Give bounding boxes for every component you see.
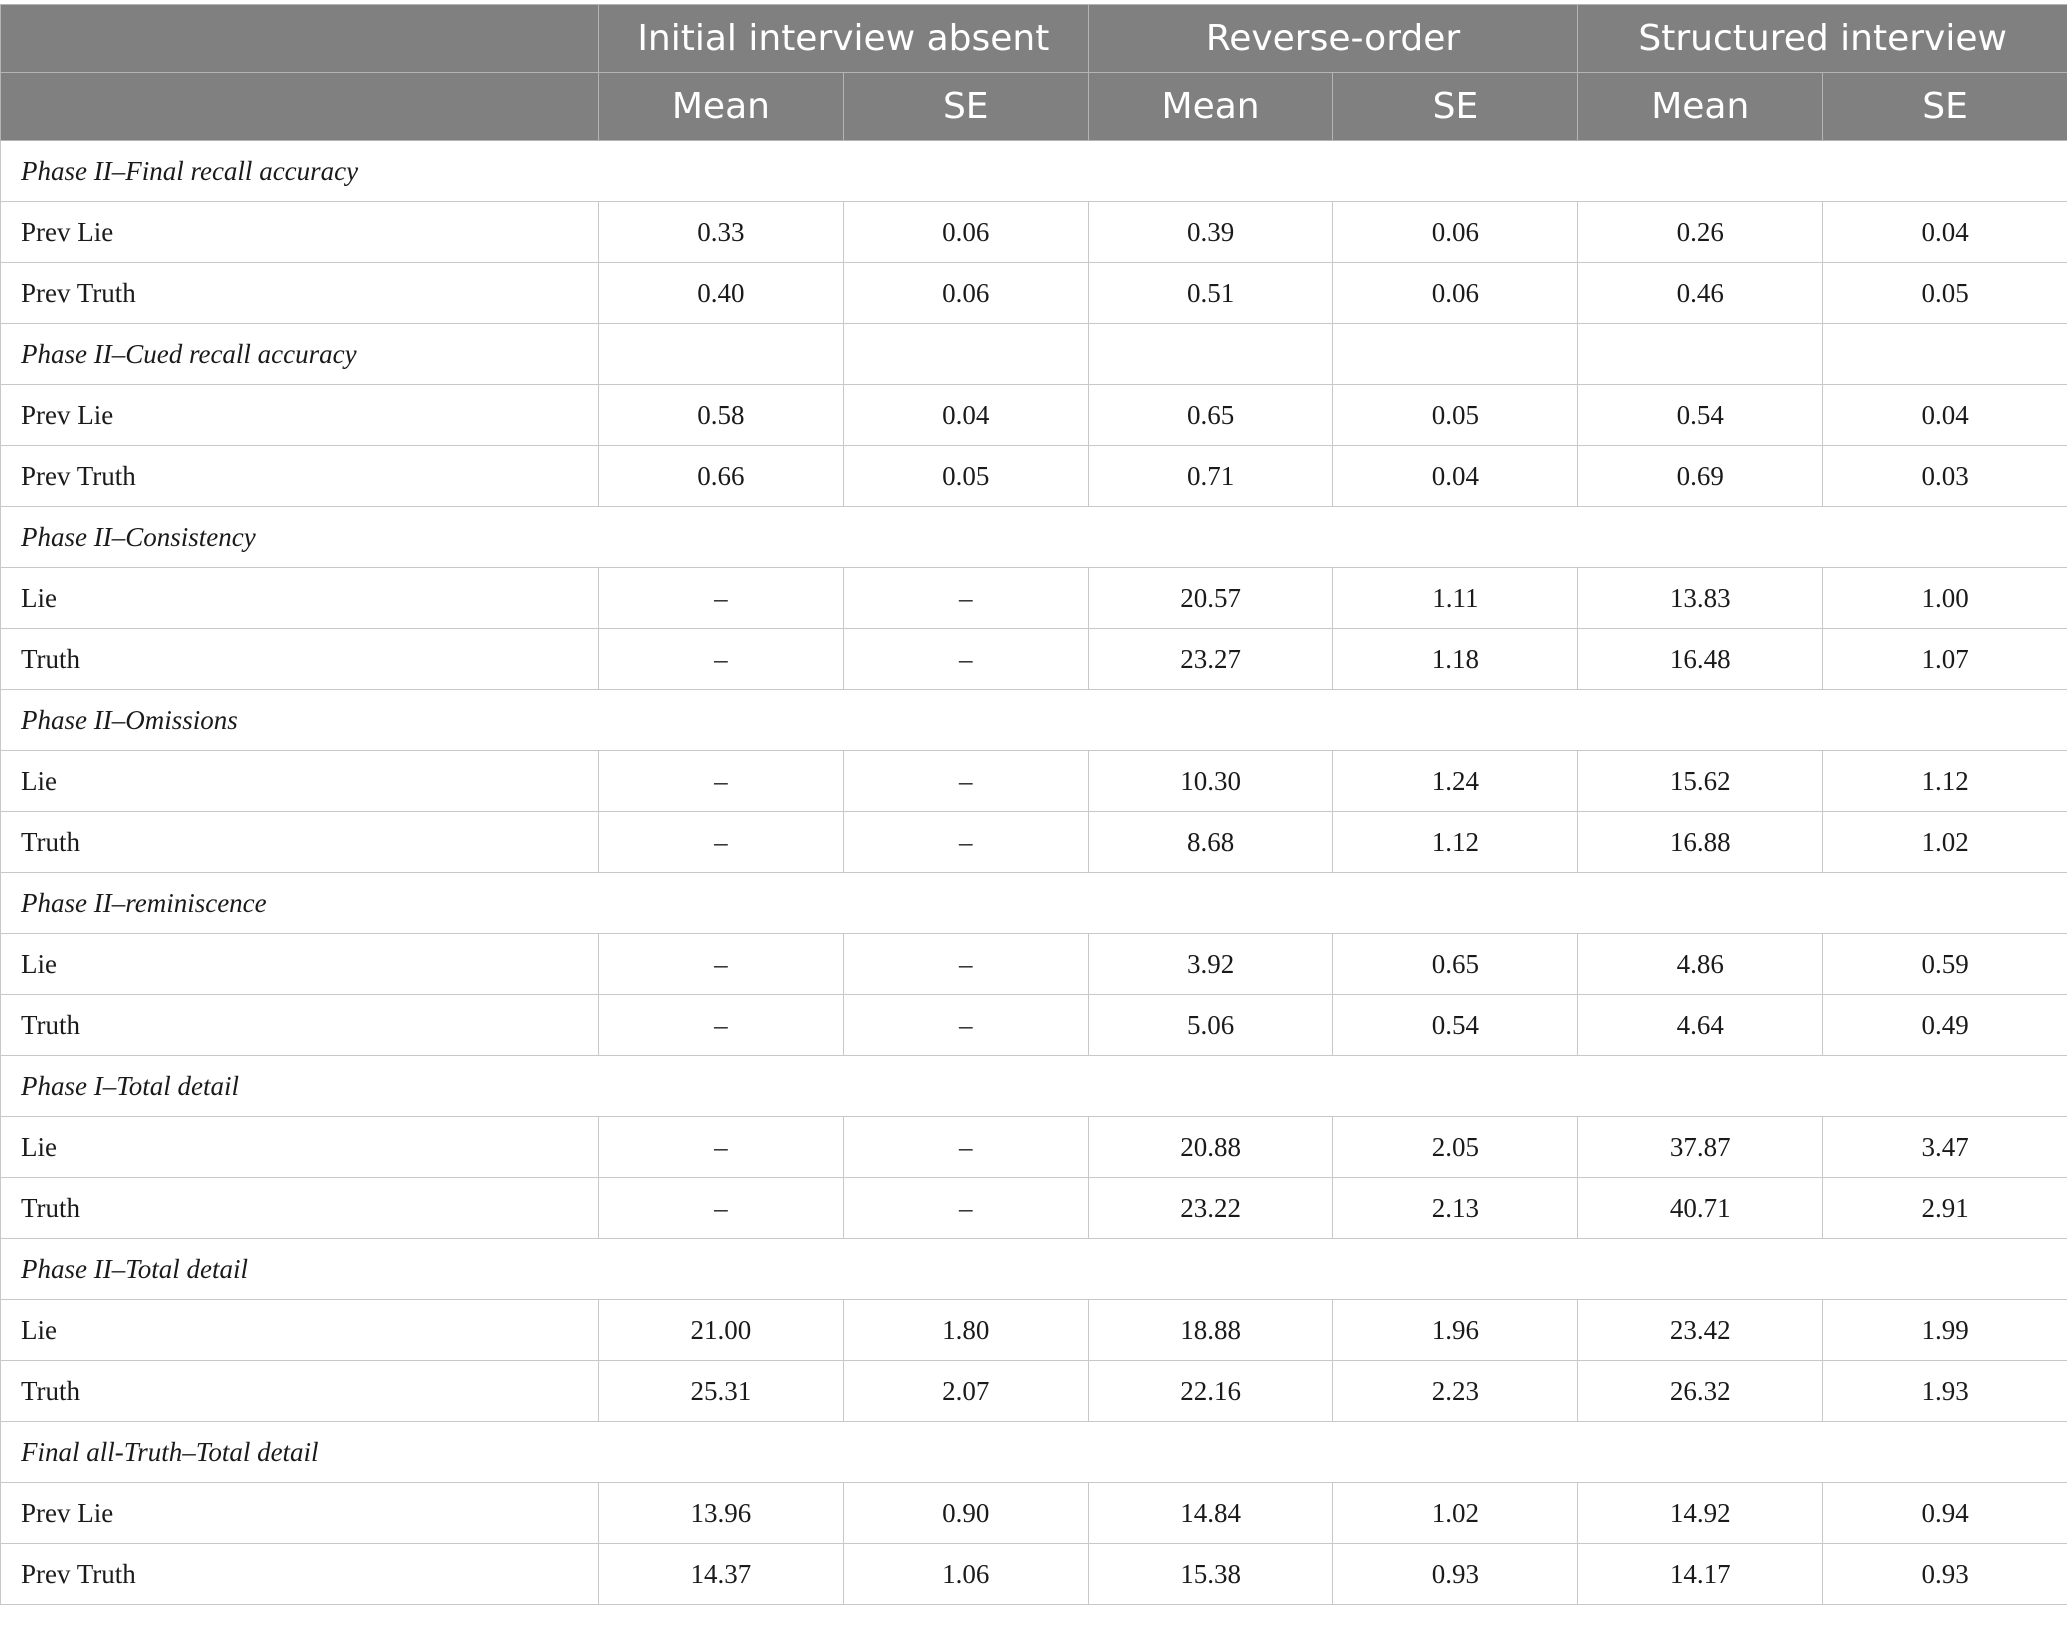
value-cell: 1.12 bbox=[1333, 812, 1578, 873]
value-cell: – bbox=[843, 1117, 1088, 1178]
value-cell: 16.48 bbox=[1578, 629, 1823, 690]
value-cell: 40.71 bbox=[1578, 1178, 1823, 1239]
value-cell: 14.92 bbox=[1578, 1483, 1823, 1544]
value-cell: – bbox=[599, 1178, 844, 1239]
table-row bbox=[1, 263, 2067, 324]
value-cell: 1.93 bbox=[1823, 1361, 2067, 1422]
row-label: Truth bbox=[1, 1361, 599, 1422]
value-cell: 0.66 bbox=[599, 446, 844, 507]
value-cell: 1.24 bbox=[1333, 751, 1578, 812]
row-label: Lie bbox=[1, 568, 599, 629]
results-table bbox=[0, 4, 2067, 1605]
value-cell: 18.88 bbox=[1088, 1300, 1333, 1361]
header-group-row bbox=[1, 5, 2067, 73]
value-cell: 2.91 bbox=[1823, 1178, 2067, 1239]
value-cell: – bbox=[599, 995, 844, 1056]
value-cell: – bbox=[843, 934, 1088, 995]
row-label: Prev Lie bbox=[1, 202, 599, 263]
value-cell: 0.06 bbox=[1333, 263, 1578, 324]
value-cell: 0.26 bbox=[1578, 202, 1823, 263]
value-cell: 0.04 bbox=[1823, 385, 2067, 446]
value-cell: 1.07 bbox=[1823, 629, 2067, 690]
value-cell: 0.06 bbox=[843, 202, 1088, 263]
value-cell: 0.65 bbox=[1333, 934, 1578, 995]
section-title: Phase II–Consistency bbox=[1, 507, 2067, 568]
row-label: Truth bbox=[1, 995, 599, 1056]
value-cell: 1.02 bbox=[1823, 812, 2067, 873]
value-cell: 23.22 bbox=[1088, 1178, 1333, 1239]
row-label: Lie bbox=[1, 751, 599, 812]
value-cell: 2.07 bbox=[843, 1361, 1088, 1422]
value-cell: 13.96 bbox=[599, 1483, 844, 1544]
header-group: Structured interview bbox=[1578, 5, 2067, 73]
value-cell: 0.71 bbox=[1088, 446, 1333, 507]
value-cell: 4.64 bbox=[1578, 995, 1823, 1056]
section-title: Phase II–reminiscence bbox=[1, 873, 2067, 934]
value-cell: 8.68 bbox=[1088, 812, 1333, 873]
value-cell: 23.27 bbox=[1088, 629, 1333, 690]
value-cell: 14.84 bbox=[1088, 1483, 1333, 1544]
value-cell: – bbox=[599, 568, 844, 629]
value-cell: – bbox=[599, 751, 844, 812]
table-body bbox=[1, 141, 2067, 1605]
value-cell: 0.03 bbox=[1823, 446, 2067, 507]
header-sub: SE bbox=[1823, 73, 2067, 141]
value-cell: 0.06 bbox=[1333, 202, 1578, 263]
value-cell: 5.06 bbox=[1088, 995, 1333, 1056]
value-cell: 0.04 bbox=[1823, 202, 2067, 263]
row-label: Truth bbox=[1, 1178, 599, 1239]
value-cell: 0.04 bbox=[1333, 446, 1578, 507]
row-label: Lie bbox=[1, 934, 599, 995]
row-label: Prev Truth bbox=[1, 446, 599, 507]
value-cell: 0.58 bbox=[599, 385, 844, 446]
section-row bbox=[1, 1422, 2067, 1483]
value-cell: 0.93 bbox=[1823, 1544, 2067, 1605]
empty-cell bbox=[1333, 324, 1578, 385]
value-cell: 26.32 bbox=[1578, 1361, 1823, 1422]
header-group: Reverse-order bbox=[1088, 5, 1578, 73]
row-label: Prev Lie bbox=[1, 1483, 599, 1544]
table-row bbox=[1, 1544, 2067, 1605]
value-cell: – bbox=[843, 1178, 1088, 1239]
table-row bbox=[1, 995, 2067, 1056]
table-row bbox=[1, 1361, 2067, 1422]
header-sub: Mean bbox=[599, 73, 844, 141]
value-cell: 2.05 bbox=[1333, 1117, 1578, 1178]
value-cell: 0.40 bbox=[599, 263, 844, 324]
value-cell: 3.92 bbox=[1088, 934, 1333, 995]
value-cell: 1.02 bbox=[1333, 1483, 1578, 1544]
section-title: Phase II–Omissions bbox=[1, 690, 2067, 751]
value-cell: 3.47 bbox=[1823, 1117, 2067, 1178]
value-cell: 0.59 bbox=[1823, 934, 2067, 995]
section-row bbox=[1, 1056, 2067, 1117]
table-row bbox=[1, 1483, 2067, 1544]
value-cell: 23.42 bbox=[1578, 1300, 1823, 1361]
empty-cell bbox=[1823, 324, 2067, 385]
value-cell: 1.00 bbox=[1823, 568, 2067, 629]
value-cell: 13.83 bbox=[1578, 568, 1823, 629]
section-title: Phase II–Cued recall accuracy bbox=[1, 324, 599, 385]
value-cell: 0.54 bbox=[1578, 385, 1823, 446]
value-cell: 0.90 bbox=[843, 1483, 1088, 1544]
value-cell: 20.88 bbox=[1088, 1117, 1333, 1178]
value-cell: – bbox=[599, 812, 844, 873]
value-cell: 4.86 bbox=[1578, 934, 1823, 995]
value-cell: 0.54 bbox=[1333, 995, 1578, 1056]
value-cell: – bbox=[843, 751, 1088, 812]
value-cell: 14.37 bbox=[599, 1544, 844, 1605]
header-sub: Mean bbox=[1578, 73, 1823, 141]
row-label: Prev Truth bbox=[1, 1544, 599, 1605]
section-row bbox=[1, 141, 2067, 202]
table-row bbox=[1, 446, 2067, 507]
table-row bbox=[1, 934, 2067, 995]
value-cell: 2.13 bbox=[1333, 1178, 1578, 1239]
header-sub: Mean bbox=[1088, 73, 1333, 141]
row-label: Truth bbox=[1, 812, 599, 873]
header-corner bbox=[1, 73, 599, 141]
value-cell: 25.31 bbox=[599, 1361, 844, 1422]
value-cell: 1.96 bbox=[1333, 1300, 1578, 1361]
value-cell: – bbox=[843, 568, 1088, 629]
value-cell: 16.88 bbox=[1578, 812, 1823, 873]
header-corner bbox=[1, 5, 599, 73]
empty-cell bbox=[1578, 324, 1823, 385]
header-sub-row bbox=[1, 73, 2067, 141]
header-group: Initial interview absent bbox=[599, 5, 1089, 73]
header-sub: SE bbox=[843, 73, 1088, 141]
value-cell: 0.94 bbox=[1823, 1483, 2067, 1544]
value-cell: 0.65 bbox=[1088, 385, 1333, 446]
value-cell: 0.05 bbox=[1823, 263, 2067, 324]
section-row bbox=[1, 1239, 2067, 1300]
table-row bbox=[1, 812, 2067, 873]
value-cell: – bbox=[599, 1117, 844, 1178]
empty-cell bbox=[1088, 324, 1333, 385]
table-row bbox=[1, 385, 2067, 446]
value-cell: 0.04 bbox=[843, 385, 1088, 446]
table-row bbox=[1, 751, 2067, 812]
value-cell: 0.49 bbox=[1823, 995, 2067, 1056]
table-row bbox=[1, 629, 2067, 690]
value-cell: 1.11 bbox=[1333, 568, 1578, 629]
header-sub: SE bbox=[1333, 73, 1578, 141]
section-title: Final all-Truth–Total detail bbox=[1, 1422, 2067, 1483]
value-cell: 15.62 bbox=[1578, 751, 1823, 812]
value-cell: 15.38 bbox=[1088, 1544, 1333, 1605]
value-cell: – bbox=[599, 629, 844, 690]
table-row bbox=[1, 568, 2067, 629]
section-title: Phase II–Total detail bbox=[1, 1239, 2067, 1300]
value-cell: – bbox=[843, 629, 1088, 690]
value-cell: 0.06 bbox=[843, 263, 1088, 324]
empty-cell bbox=[843, 324, 1088, 385]
value-cell: 0.33 bbox=[599, 202, 844, 263]
value-cell: 14.17 bbox=[1578, 1544, 1823, 1605]
table-row bbox=[1, 1178, 2067, 1239]
value-cell: 21.00 bbox=[599, 1300, 844, 1361]
table-row bbox=[1, 1300, 2067, 1361]
row-label: Prev Lie bbox=[1, 385, 599, 446]
value-cell: – bbox=[843, 812, 1088, 873]
value-cell: 0.05 bbox=[1333, 385, 1578, 446]
table-header bbox=[1, 5, 2067, 141]
value-cell: 0.51 bbox=[1088, 263, 1333, 324]
row-label: Lie bbox=[1, 1300, 599, 1361]
value-cell: 2.23 bbox=[1333, 1361, 1578, 1422]
section-row bbox=[1, 507, 2067, 568]
row-label: Truth bbox=[1, 629, 599, 690]
row-label: Lie bbox=[1, 1117, 599, 1178]
value-cell: – bbox=[599, 934, 844, 995]
value-cell: 37.87 bbox=[1578, 1117, 1823, 1178]
section-row bbox=[1, 690, 2067, 751]
value-cell: 0.05 bbox=[843, 446, 1088, 507]
value-cell: – bbox=[843, 995, 1088, 1056]
section-row bbox=[1, 873, 2067, 934]
table-row bbox=[1, 202, 2067, 263]
value-cell: 1.99 bbox=[1823, 1300, 2067, 1361]
value-cell: 10.30 bbox=[1088, 751, 1333, 812]
row-label: Prev Truth bbox=[1, 263, 599, 324]
section-title: Phase II–Final recall accuracy bbox=[1, 141, 2067, 202]
value-cell: 1.12 bbox=[1823, 751, 2067, 812]
value-cell: 1.80 bbox=[843, 1300, 1088, 1361]
table-row bbox=[1, 1117, 2067, 1178]
value-cell: 0.39 bbox=[1088, 202, 1333, 263]
value-cell: 22.16 bbox=[1088, 1361, 1333, 1422]
value-cell: 20.57 bbox=[1088, 568, 1333, 629]
value-cell: 1.06 bbox=[843, 1544, 1088, 1605]
value-cell: 0.93 bbox=[1333, 1544, 1578, 1605]
section-row bbox=[1, 324, 2067, 385]
value-cell: 1.18 bbox=[1333, 629, 1578, 690]
value-cell: 0.69 bbox=[1578, 446, 1823, 507]
section-title: Phase I–Total detail bbox=[1, 1056, 2067, 1117]
value-cell: 0.46 bbox=[1578, 263, 1823, 324]
empty-cell bbox=[599, 324, 844, 385]
